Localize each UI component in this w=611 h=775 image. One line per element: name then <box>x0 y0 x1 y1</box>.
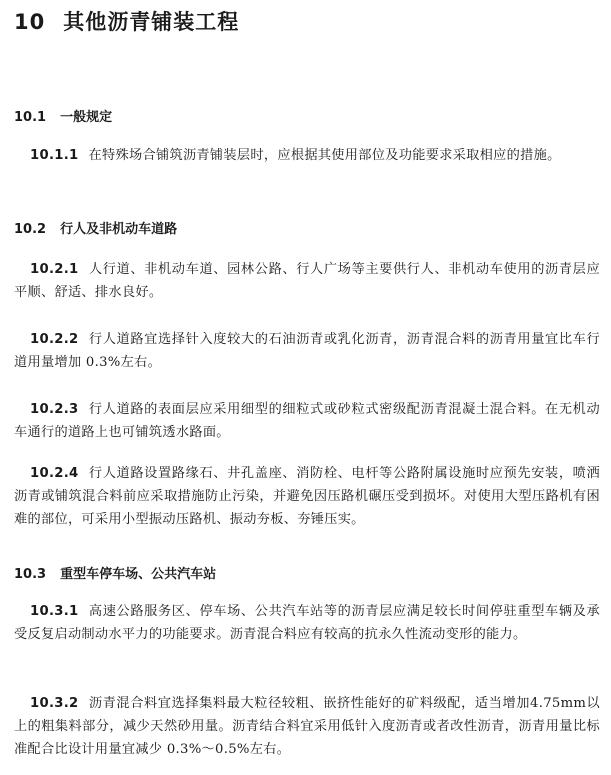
section-number: 10.2 <box>14 222 47 237</box>
section-title: 重型车停车场、公共汽车站 <box>60 567 217 582</box>
clause-number: 10.1.1 <box>30 148 79 163</box>
clause-text: 行人道路设置路缘石、井孔盖座、消防栓、电杆等公路附属设施时应预先安装，喷洒沥青或铺筑混合料前应采取措施防止污染，并避免因压路机碾压受到损坏。对使用大型压路机有困难的部位，可采用小型振动压路机、振动夯板、夯锤压实。 <box>14 466 600 527</box>
clause-paragraph <box>14 258 600 304</box>
section-heading <box>14 563 216 582</box>
clause-text: 人行道、非机动车道、园林公路、行人广场等主要供行人、非机动车使用的沥青层应平顺、舒适、排水良好。 <box>14 262 600 300</box>
clause-text: 沥青混合料宜选择集料最大粒径较粗、嵌挤性能好的矿料级配，适当增加4.75mm以上的粗集料部分，减少天然砂用量。沥青结合料宜采用低针入度沥青或者改性沥青，沥青用量比标准配合比设计用量宜减少 0.3%～0.5%左右。 <box>14 696 600 757</box>
section-title: 一般规定 <box>60 110 113 125</box>
clause-text: 高速公路服务区、停车场、公共汽车站等的沥青层应满足较长时间停驻重型车辆及承受反复启动制动水平力的功能要求。沥青混合料应有较高的抗永久性流动变形的能力。 <box>14 604 600 642</box>
clause-number: 10.3.1 <box>30 604 79 619</box>
section-number: 10.1 <box>14 110 47 125</box>
clause-number: 10.3.2 <box>30 696 79 711</box>
clause-paragraph <box>14 398 600 444</box>
clause-paragraph <box>14 144 600 167</box>
section-number: 10.3 <box>14 567 47 582</box>
clause-number: 10.2.4 <box>30 466 79 481</box>
clause-text: 在特殊场合铺筑沥青铺装层时，应根据其使用部位及功能要求采取相应的措施。 <box>88 148 561 163</box>
clause-number: 10.2.2 <box>30 332 79 347</box>
section-heading <box>14 106 112 125</box>
clause-paragraph <box>14 600 600 646</box>
section-title: 行人及非机动车道路 <box>60 222 178 237</box>
chapter-heading <box>14 6 239 36</box>
clause-text: 行人道路宜选择针入度较大的石油沥青或乳化沥青，沥青混合料的沥青用量宜比车行道用量增加 0.3%左右。 <box>14 332 600 370</box>
clause-text: 行人道路的表面层应采用细型的细粒式或砂粒式密级配沥青混凝土混合料。在无机动车通行的道路上也可铺筑透水路面。 <box>14 402 600 440</box>
chapter-title: 其他沥青铺装工程 <box>63 10 240 34</box>
clause-number: 10.2.1 <box>30 262 79 277</box>
clause-number: 10.2.3 <box>30 402 79 417</box>
chapter-number: 10 <box>14 10 46 34</box>
section-heading <box>14 218 177 237</box>
clause-paragraph <box>14 462 600 531</box>
clause-paragraph <box>14 692 600 761</box>
clause-paragraph <box>14 328 600 374</box>
